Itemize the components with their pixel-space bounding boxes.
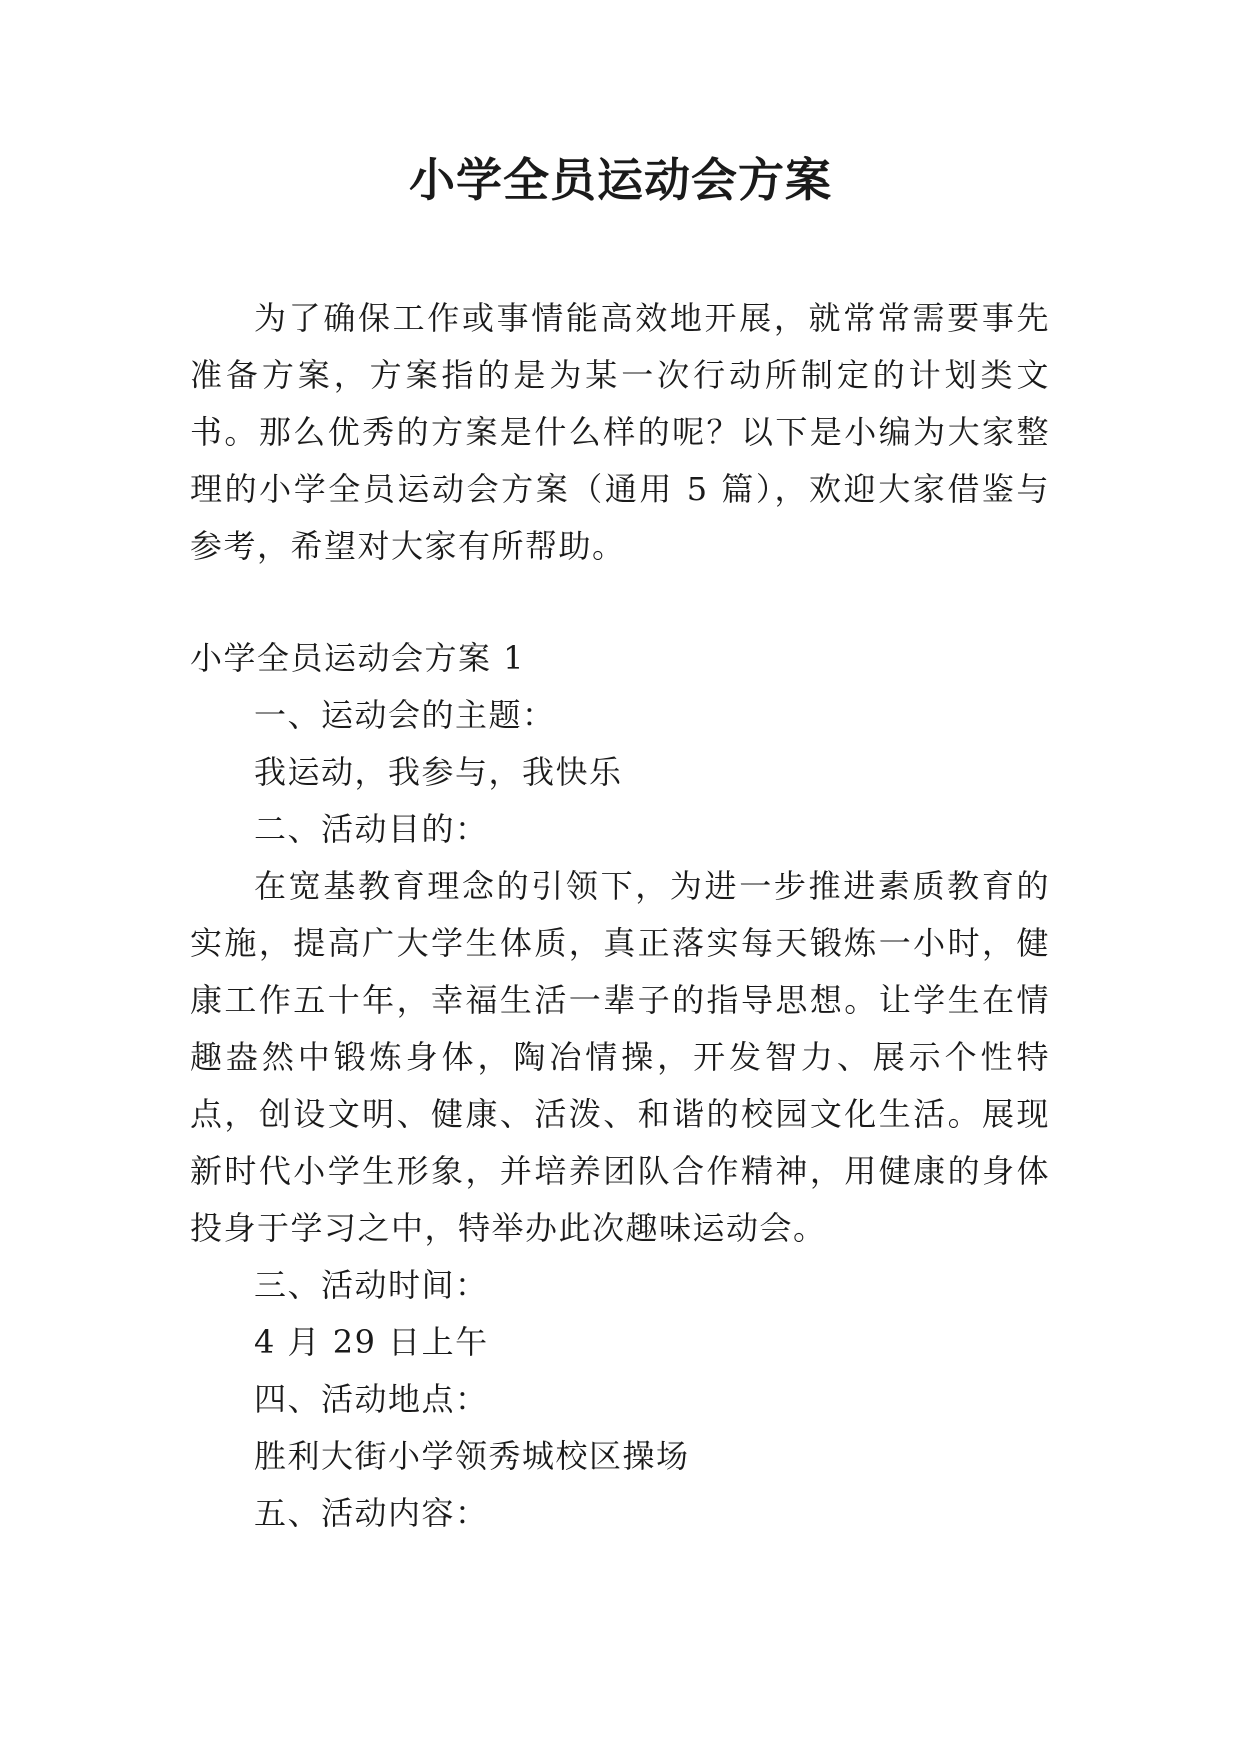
section-content — [190, 630, 1050, 1542]
document-title: 小学全员运动会方案 — [409, 153, 832, 207]
paragraph-theme: 我运动，我参与，我快乐 — [254, 753, 623, 791]
paragraph-time-heading: 三、活动时间： — [254, 1266, 489, 1304]
paragraph-time: 4 月 29 日上午 — [254, 1323, 489, 1361]
paragraph-purpose: 在宽基教育理念的引领下，为进一步推进素质教育的实施，提高广大学生体质，真正落实每天锻炼一小时，健康工作五十年，幸福生活一辈子的指导思想。让学生在情趣盎然中锻炼身体，陶冶情操，开发智力、展示个性特点，创设文明、健康、活泼、和谐的校园文化生活。展现新时代小学生形象，并培养团队合作精神，用健康的身体投身于学习之中，特举办此次趣味运动会。 — [190, 867, 1050, 1247]
paragraph-theme-heading: 一、运动会的主题： — [254, 696, 556, 734]
paragraph-location: 胜利大街小学领秀城校区操场 — [254, 1437, 690, 1475]
paragraph-content-heading: 五、活动内容： — [254, 1494, 489, 1532]
paragraph-purpose-heading: 二、活动目的： — [254, 810, 489, 848]
paragraph-location-heading: 四、活动地点： — [254, 1380, 489, 1418]
intro-paragraph: 为了确保工作或事情能高效地开展，就常常需要事先准备方案，方案指的是为某一次行动所制定的计划类文书。那么优秀的方案是什么样的呢？以下是小编为大家整理的小学全员运动会方案（通用 5 篇），欢迎大家借鉴与参考，希望对大家有所帮助。 — [190, 299, 1050, 565]
section-title: 小学全员运动会方案 1 — [190, 639, 526, 677]
